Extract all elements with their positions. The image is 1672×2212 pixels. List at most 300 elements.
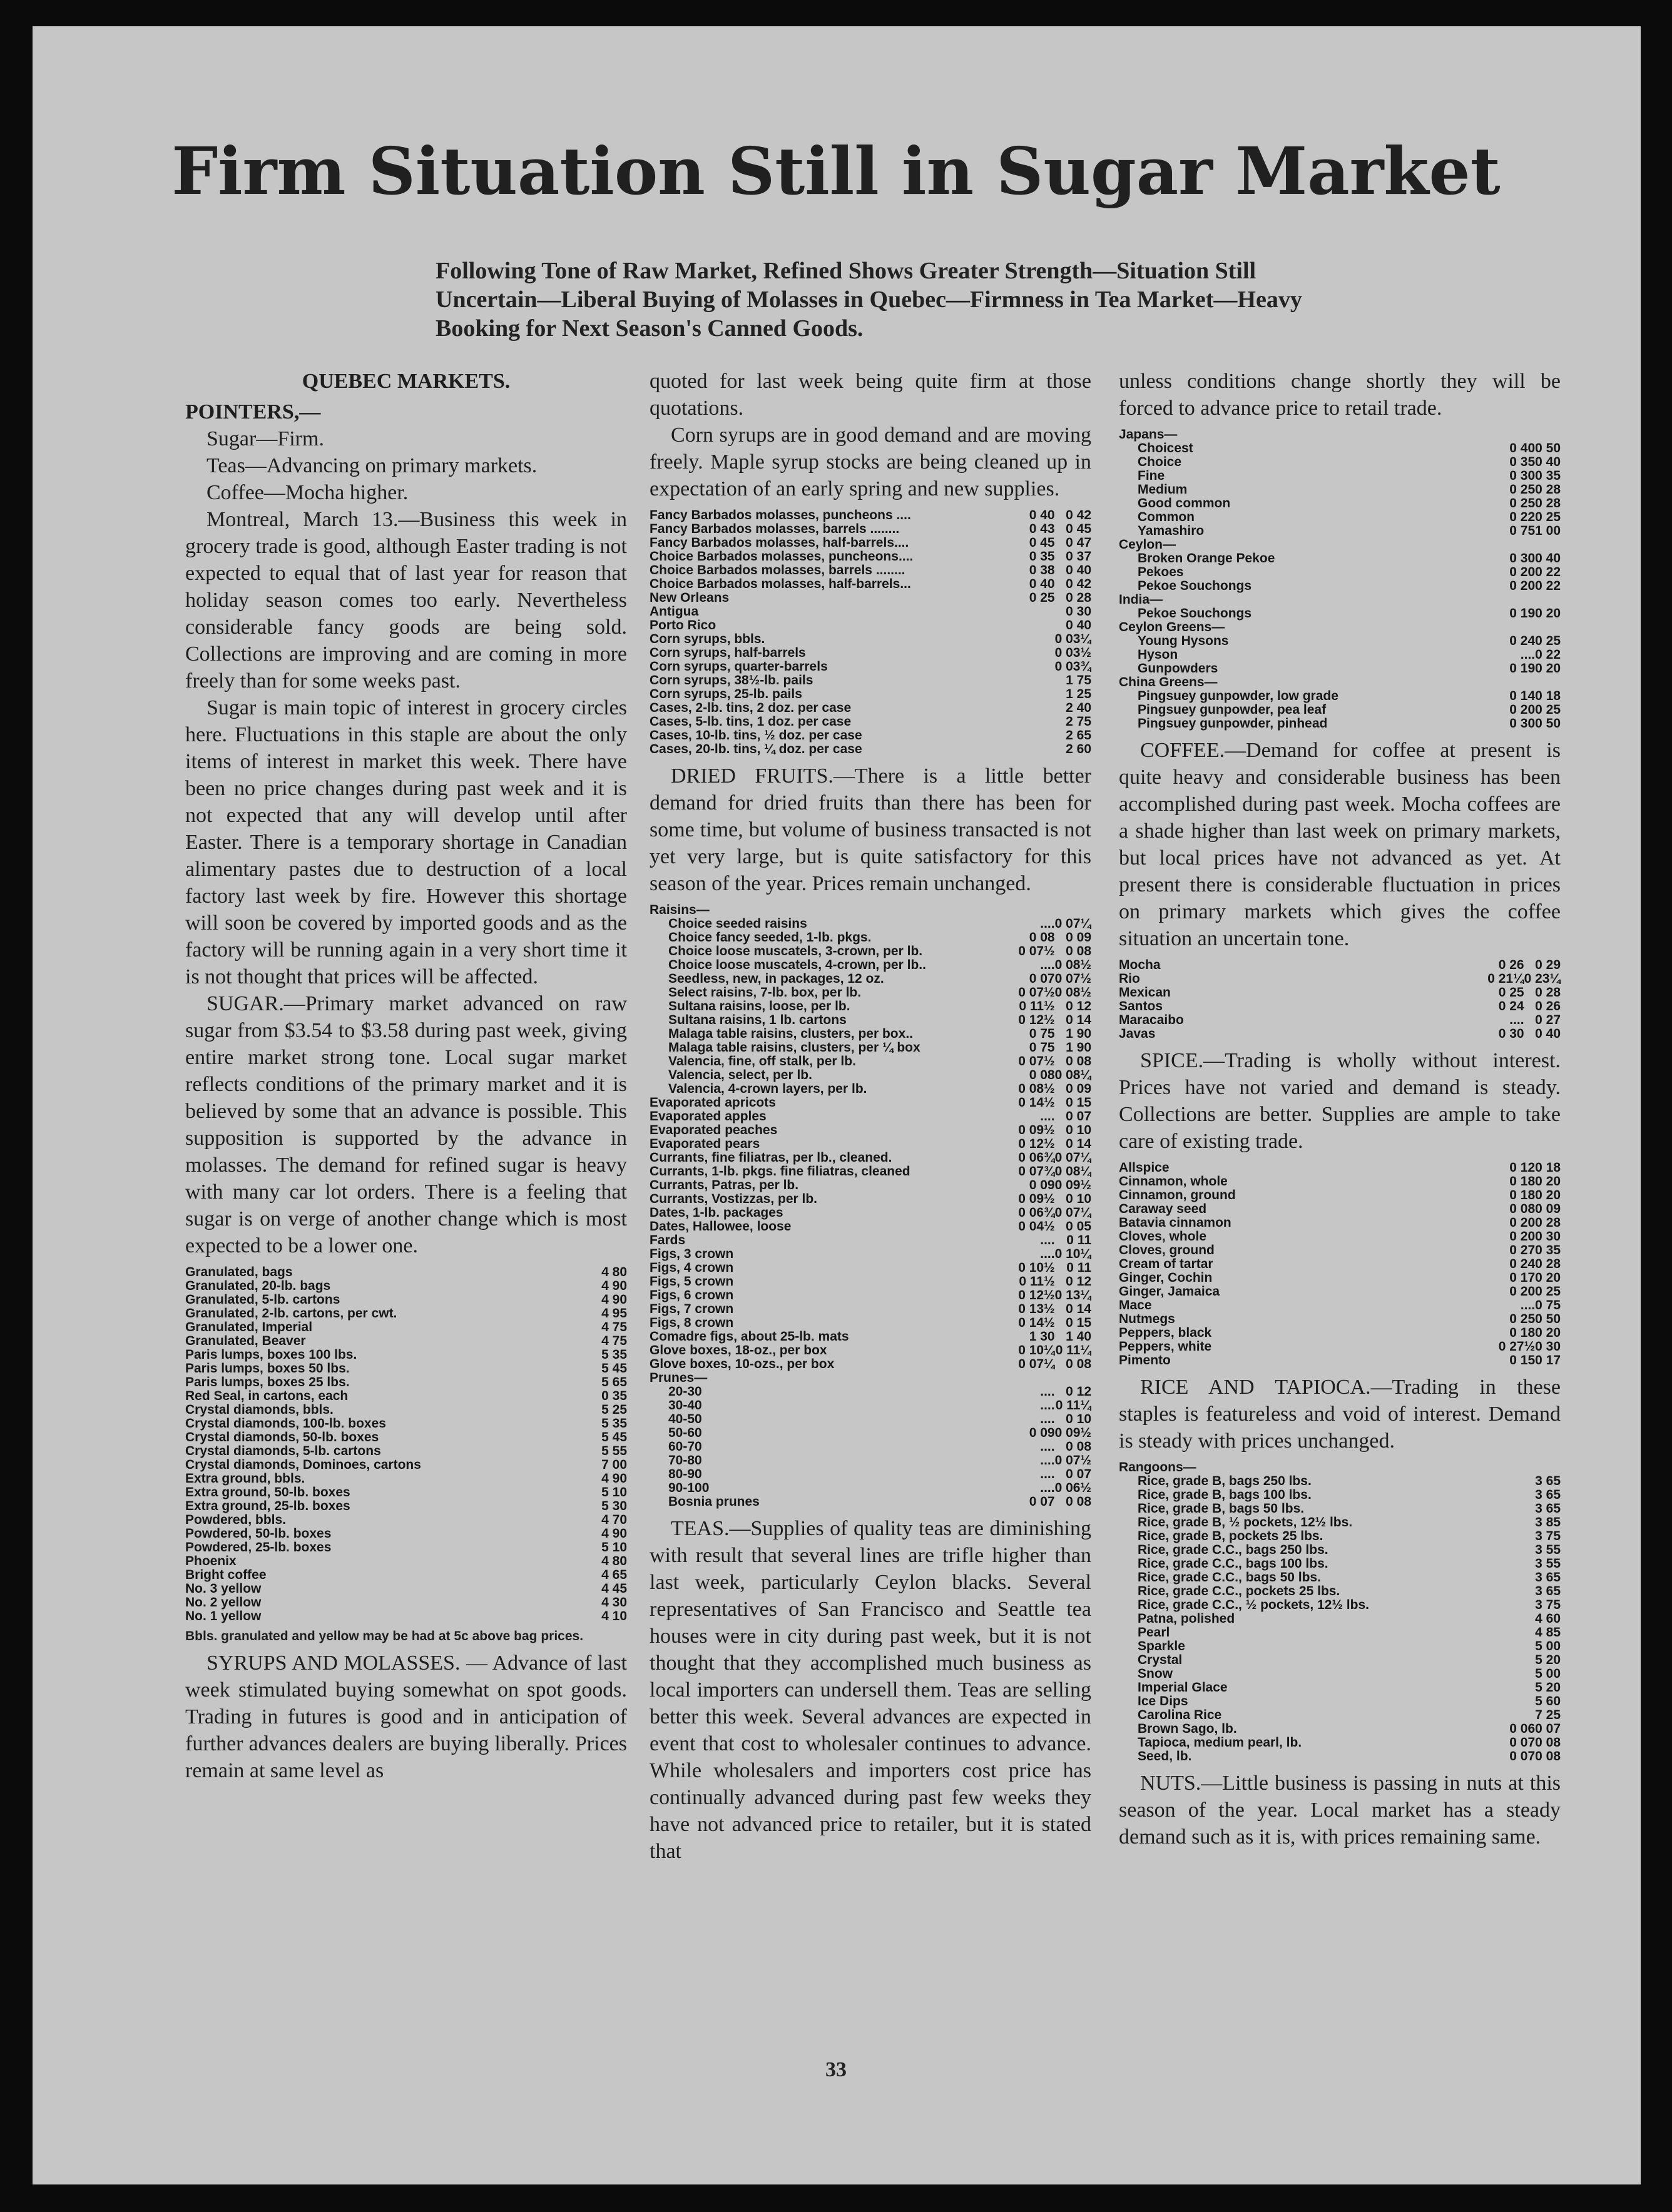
item-name: Corn syrups, quarter-barrels bbox=[650, 660, 828, 674]
price-high: 1 40 bbox=[1066, 1330, 1091, 1344]
price-high bbox=[1535, 621, 1561, 634]
price-high: 2 40 bbox=[1066, 701, 1091, 715]
price-low: 0 20 bbox=[1509, 1230, 1536, 1244]
price-high: 3 75 bbox=[1535, 1598, 1561, 1612]
price-high: 5 55 bbox=[601, 1444, 627, 1458]
price-row bbox=[1119, 1299, 1561, 1312]
price-high: 0 09 bbox=[1066, 1082, 1091, 1096]
price-row bbox=[185, 1472, 627, 1486]
item-name: Extra ground, 25-lb. boxes bbox=[185, 1499, 350, 1513]
price-low: 0 10¼ bbox=[1018, 1344, 1055, 1357]
price-high: 0 20 bbox=[1535, 1175, 1561, 1189]
price-row bbox=[650, 1302, 1091, 1316]
price-low bbox=[1509, 1708, 1535, 1722]
price-row bbox=[650, 945, 1091, 958]
price-row bbox=[650, 591, 1091, 605]
price-row bbox=[1119, 648, 1561, 662]
price-row bbox=[1119, 497, 1561, 510]
price-row bbox=[185, 1458, 627, 1472]
price-high: 0 08½ bbox=[1054, 986, 1091, 1000]
price-row bbox=[1119, 1667, 1561, 1681]
price-low bbox=[1509, 1640, 1535, 1653]
item-name: Rice, grade B, bags 100 lbs. bbox=[1138, 1488, 1312, 1502]
price-low bbox=[1509, 538, 1535, 552]
item-name: Powdered, 25-lb. boxes bbox=[185, 1541, 332, 1555]
price-low: 0 18 bbox=[1509, 1189, 1536, 1202]
price-low: 0 06¾ bbox=[1018, 1151, 1055, 1165]
price-row bbox=[185, 1334, 627, 1348]
price-high: 0 07¼ bbox=[1054, 1206, 1091, 1220]
price-low: .... bbox=[1520, 1299, 1536, 1312]
price-high: 0 07¼ bbox=[1054, 1151, 1091, 1165]
price-row bbox=[1119, 538, 1561, 552]
price-low bbox=[1509, 1695, 1535, 1708]
item-name: Tapioca, medium pearl, lb. bbox=[1138, 1736, 1302, 1750]
price-high: 0 30 bbox=[1066, 605, 1091, 619]
price-high: 4 60 bbox=[1535, 1612, 1561, 1626]
price-row bbox=[650, 1468, 1091, 1481]
price-low: 0 25 bbox=[1509, 497, 1536, 510]
price-low: 0 24 bbox=[1498, 1000, 1524, 1013]
item-name: Pingsuey gunpowder, pinhead bbox=[1138, 717, 1328, 731]
price-high: 0 18 bbox=[1535, 689, 1561, 703]
price-low bbox=[1029, 729, 1055, 743]
price-high: 4 80 bbox=[601, 1266, 627, 1279]
item-name: Broken Orange Pekoe bbox=[1138, 552, 1275, 566]
price-high: 0 47 bbox=[1066, 536, 1091, 550]
price-row bbox=[1119, 1736, 1561, 1750]
price-row bbox=[1119, 483, 1561, 497]
price-row bbox=[1119, 621, 1561, 634]
price-low: 0 13½ bbox=[1018, 1302, 1055, 1316]
price-high: 0 50 bbox=[1535, 1312, 1561, 1326]
item-name: Pearl bbox=[1138, 1626, 1170, 1640]
price-row bbox=[1119, 1488, 1561, 1502]
price-high: 4 90 bbox=[601, 1527, 627, 1541]
price-high: 0 12 bbox=[1066, 1275, 1091, 1289]
price-high: 0 35 bbox=[601, 1389, 627, 1403]
price-low: 0 09½ bbox=[1018, 1124, 1055, 1137]
price-row bbox=[1119, 1612, 1561, 1626]
price-row bbox=[650, 715, 1091, 729]
price-row bbox=[650, 1179, 1091, 1192]
price-row bbox=[650, 1013, 1091, 1027]
price-row bbox=[650, 1082, 1091, 1096]
price-low: 0 18 bbox=[1509, 1326, 1536, 1340]
price-row bbox=[185, 1541, 627, 1555]
price-high: 0 40 bbox=[1066, 619, 1091, 632]
price-low: 0 09 bbox=[1029, 1179, 1055, 1192]
price-high: 4 90 bbox=[601, 1293, 627, 1307]
item-name: Evaporated peaches bbox=[650, 1124, 778, 1137]
price-high: 1 90 bbox=[1066, 1027, 1091, 1041]
item-name: Crystal diamonds, 5-lb. cartons bbox=[185, 1444, 381, 1458]
price-high bbox=[1535, 538, 1561, 552]
price-low: 0 35 bbox=[1029, 550, 1055, 564]
price-high: 4 65 bbox=[601, 1568, 627, 1582]
price-low: 0 20 bbox=[1509, 566, 1536, 579]
price-row bbox=[650, 1068, 1091, 1082]
price-row bbox=[650, 660, 1091, 674]
price-high: 0 18 bbox=[1535, 1161, 1561, 1175]
item-name: Currants, Patras, per lb. bbox=[650, 1179, 799, 1192]
price-low: .... bbox=[1040, 1468, 1055, 1481]
price-row bbox=[185, 1376, 627, 1389]
item-name: Imperial Glace bbox=[1138, 1681, 1228, 1695]
price-high: 0 07¼ bbox=[1054, 917, 1091, 931]
item-name: Peppers, black bbox=[1119, 1326, 1212, 1340]
price-high: 0 42 bbox=[1066, 577, 1091, 591]
item-name: Granulated, 5-lb. cartons bbox=[185, 1293, 340, 1307]
price-high: 5 30 bbox=[601, 1499, 627, 1513]
price-row bbox=[1119, 676, 1561, 689]
price-row bbox=[650, 729, 1091, 743]
price-high: 1 00 bbox=[1535, 524, 1561, 538]
price-row bbox=[650, 701, 1091, 715]
price-low: 0 25 bbox=[1509, 1312, 1536, 1326]
price-high: 4 75 bbox=[601, 1321, 627, 1334]
price-row bbox=[1119, 579, 1561, 593]
price-high: 0 10¼ bbox=[1054, 1247, 1091, 1261]
price-row bbox=[1119, 1530, 1561, 1543]
price-row bbox=[1119, 552, 1561, 566]
price-low bbox=[1509, 1598, 1535, 1612]
price-row bbox=[650, 1261, 1091, 1275]
item-name: Ice Dips bbox=[1138, 1695, 1188, 1708]
tea-price-table bbox=[1119, 428, 1561, 731]
price-high: 0 45 bbox=[1066, 522, 1091, 536]
price-low: 0 25 bbox=[1509, 483, 1536, 497]
price-high: 0 07½ bbox=[1054, 972, 1091, 986]
price-low: 0 18 bbox=[1509, 1175, 1536, 1189]
price-low: .... bbox=[1040, 917, 1055, 931]
price-high: 4 80 bbox=[601, 1555, 627, 1568]
price-low: .... bbox=[1520, 648, 1536, 662]
price-high: 0 75 bbox=[1535, 1299, 1561, 1312]
price-high: 0 30 bbox=[1535, 1340, 1561, 1354]
item-name: Malaga table raisins, clusters, per ¼ box bbox=[668, 1041, 920, 1055]
price-row bbox=[1119, 1013, 1561, 1027]
price-row bbox=[650, 646, 1091, 660]
price-low: .... bbox=[1040, 1399, 1055, 1413]
price-high: 0 11 bbox=[1066, 1234, 1091, 1247]
price-row bbox=[650, 674, 1091, 687]
item-name: Batavia cinnamon bbox=[1119, 1216, 1231, 1230]
price-row bbox=[1119, 469, 1561, 483]
price-row bbox=[1119, 1257, 1561, 1271]
item-name: Pimento bbox=[1119, 1354, 1171, 1367]
price-high: 0 25 bbox=[1535, 703, 1561, 717]
item-name: 80-90 bbox=[668, 1468, 702, 1481]
price-row bbox=[1119, 986, 1561, 1000]
item-name: Good common bbox=[1138, 497, 1231, 510]
item-name: Cloves, ground bbox=[1119, 1244, 1215, 1257]
price-high: 0 14 bbox=[1066, 1137, 1091, 1151]
item-name: Hyson bbox=[1138, 648, 1178, 662]
pointer-item: Sugar—Firm. bbox=[206, 427, 324, 450]
price-row bbox=[185, 1499, 627, 1513]
price-high: 0 26 bbox=[1535, 1000, 1561, 1013]
price-high: 4 90 bbox=[601, 1472, 627, 1486]
price-row bbox=[185, 1279, 627, 1293]
price-high: 7 00 bbox=[601, 1458, 627, 1472]
item-name: No. 1 yellow bbox=[185, 1610, 262, 1623]
item-name: Evaporated apricots bbox=[650, 1096, 776, 1110]
price-low: 0 45 bbox=[1029, 536, 1055, 550]
price-high: 0 03¼ bbox=[1054, 632, 1091, 646]
price-high: 0 03½ bbox=[1054, 646, 1091, 660]
price-high: 0 07½ bbox=[1054, 1454, 1091, 1468]
price-low bbox=[1029, 715, 1055, 729]
price-low bbox=[1509, 1681, 1535, 1695]
price-row bbox=[1119, 1708, 1561, 1722]
item-name: Antigua bbox=[650, 605, 699, 619]
item-name: Pingsuey gunpowder, low grade bbox=[1138, 689, 1338, 703]
price-row bbox=[1119, 593, 1561, 607]
item-name: Nutmegs bbox=[1119, 1312, 1175, 1326]
price-row bbox=[185, 1486, 627, 1499]
price-low: 0 43 bbox=[1029, 522, 1055, 536]
price-high: 0 28 bbox=[1535, 1257, 1561, 1271]
price-high: 0 08 bbox=[1066, 1055, 1091, 1068]
price-low bbox=[1029, 619, 1055, 632]
evaporated-rows bbox=[650, 1096, 1091, 1371]
price-row bbox=[650, 1440, 1091, 1454]
item-name: Choice seeded raisins bbox=[668, 917, 807, 931]
price-row bbox=[1119, 1202, 1561, 1216]
item-name: Choice Barbados molasses, half-barrels... bbox=[650, 577, 911, 591]
item-name: Currants, Vostizzas, per lb. bbox=[650, 1192, 818, 1206]
item-name: Granulated, 20-lb. bags bbox=[185, 1279, 331, 1293]
price-low: 0 20 bbox=[1509, 1216, 1536, 1230]
price-row bbox=[650, 577, 1091, 591]
price-row bbox=[650, 1275, 1091, 1289]
price-high: 4 10 bbox=[601, 1610, 627, 1623]
item-name: Figs, 8 crown bbox=[650, 1316, 734, 1330]
price-row bbox=[1119, 1571, 1561, 1585]
item-name: Sultana raisins, 1 lb. cartons bbox=[668, 1013, 847, 1027]
price-row bbox=[650, 917, 1091, 931]
price-row bbox=[1119, 1340, 1561, 1354]
price-low: 0 08½ bbox=[1018, 1082, 1055, 1096]
price-row bbox=[650, 972, 1091, 986]
item-name: Pingsuey gunpowder, pea leaf bbox=[1138, 703, 1327, 717]
price-high bbox=[1535, 593, 1561, 607]
price-high: 3 75 bbox=[1535, 1530, 1561, 1543]
price-row bbox=[185, 1444, 627, 1458]
price-row bbox=[650, 632, 1091, 646]
item-name: 90-100 bbox=[668, 1481, 710, 1495]
price-low: 0 17 bbox=[1509, 1271, 1536, 1285]
item-name: Japans— bbox=[1119, 428, 1178, 442]
price-row bbox=[185, 1596, 627, 1610]
price-row bbox=[1119, 1326, 1561, 1340]
price-low: .... bbox=[1040, 1110, 1055, 1124]
price-row bbox=[1119, 1557, 1561, 1571]
paragraph: NUTS.—Little business is passing in nuts at this season of the year. Local market has a steady demand such as it is, with prices remaining same. bbox=[1119, 1772, 1561, 1849]
item-name: Corn syrups, 38½-lb. pails bbox=[650, 674, 813, 687]
item-name: Dates, 1-lb. packages bbox=[650, 1206, 783, 1220]
item-name: Figs, 3 crown bbox=[650, 1247, 734, 1261]
price-low: 0 75 bbox=[1029, 1041, 1055, 1055]
price-high: 0 10 bbox=[1066, 1192, 1091, 1206]
price-low: 0 25 bbox=[1498, 986, 1524, 1000]
item-name: Corn syrups, half-barrels bbox=[650, 646, 806, 660]
price-low bbox=[1509, 1516, 1535, 1530]
price-row bbox=[650, 1399, 1091, 1413]
price-high: 0 15 bbox=[1066, 1096, 1091, 1110]
price-row bbox=[650, 1165, 1091, 1179]
price-high: 5 60 bbox=[1535, 1695, 1561, 1708]
item-name: Rangoons— bbox=[1119, 1461, 1196, 1474]
price-low bbox=[1509, 1612, 1535, 1626]
price-row bbox=[185, 1389, 627, 1403]
item-name: Santos bbox=[1119, 1000, 1163, 1013]
price-row bbox=[1119, 703, 1561, 717]
price-low bbox=[1029, 687, 1055, 701]
price-row bbox=[1119, 1244, 1561, 1257]
price-low: 0 21¼ bbox=[1487, 972, 1524, 986]
item-name: Red Seal, in cartons, each bbox=[185, 1389, 349, 1403]
column-1 bbox=[185, 368, 627, 1784]
item-name: Malaga table raisins, clusters, per box.. bbox=[668, 1027, 913, 1041]
pointers-label: POINTERS,— bbox=[185, 400, 321, 424]
paragraph: COFFEE.—Demand for coffee at present is quite heavy and considerable business has been accomplished during past week. Mocha coffees are a shade higher than last week on primary markets, but local prices have not advanced as yet. At present there is considerable fluctuation in prices on primary markets which gives the coffee situation an uncertain tone. bbox=[1119, 739, 1561, 950]
price-row bbox=[650, 509, 1091, 522]
price-row bbox=[650, 1481, 1091, 1495]
prunes-heading-row bbox=[650, 1371, 1091, 1385]
price-row bbox=[650, 1137, 1091, 1151]
price-low: 0 07 bbox=[1509, 1750, 1536, 1763]
price-high: 5 25 bbox=[601, 1403, 627, 1417]
price-high: 4 95 bbox=[601, 1307, 627, 1321]
item-name: No. 2 yellow bbox=[185, 1596, 262, 1610]
price-low: .... bbox=[1040, 1481, 1055, 1495]
price-high: 3 65 bbox=[1535, 1502, 1561, 1516]
item-name: China Greens— bbox=[1119, 676, 1218, 689]
price-row bbox=[1119, 1543, 1561, 1557]
price-high: 0 11¼ bbox=[1055, 1344, 1091, 1357]
paragraph: SUGAR.—Primary market advanced on raw sugar from $3.54 to $3.58 during past week, giving entire market strong tone. Local sugar market reflects conditions of the primary market and it is believed by some that an advance is possible. This supposition is supported by the advance in molasses. The demand for refined sugar is heavy with many car lot orders. There is a feeling that sugar is on verge of another change which is most expected to be a lower one. bbox=[185, 992, 627, 1257]
paragraph: DRIED FRUITS.—There is a little better demand for dried fruits than there has been for some time, but volume of business transacted is not yet very large, but is quite satisfactory for this season of the year. Prices remain unchanged. bbox=[650, 764, 1091, 895]
item-name: Common bbox=[1138, 510, 1195, 524]
price-low: 0 20 bbox=[1509, 703, 1536, 717]
price-high: 5 45 bbox=[601, 1431, 627, 1444]
page-number: 33 bbox=[825, 2058, 847, 2081]
item-name: Paris lumps, boxes 100 lbs. bbox=[185, 1348, 357, 1362]
item-name: Select raisins, 7-lb. box, per lb. bbox=[668, 986, 862, 1000]
price-high: 0 08 bbox=[1066, 945, 1091, 958]
item-name: Valencia, fine, off stalk, per lb. bbox=[668, 1055, 856, 1068]
item-name: Fards bbox=[650, 1234, 686, 1247]
price-row bbox=[1119, 1189, 1561, 1202]
price-row bbox=[650, 1124, 1091, 1137]
item-name: Extra ground, bbls. bbox=[185, 1472, 305, 1486]
price-low bbox=[1509, 1461, 1535, 1474]
item-name: Young Hysons bbox=[1138, 634, 1229, 648]
item-name: Powdered, bbls. bbox=[185, 1513, 287, 1527]
molasses-price-table bbox=[650, 509, 1091, 756]
price-low: .... bbox=[1040, 1234, 1055, 1247]
item-name: Choice loose muscatels, 3-crown, per lb. bbox=[668, 945, 923, 958]
item-name: Bright coffee bbox=[185, 1568, 267, 1582]
price-high: 0 25 bbox=[1535, 1285, 1561, 1299]
price-high: 0 11¼ bbox=[1055, 1399, 1091, 1413]
price-row bbox=[1119, 566, 1561, 579]
item-name: Peppers, white bbox=[1119, 1340, 1212, 1354]
price-low: 0 40 bbox=[1509, 442, 1536, 455]
column-3 bbox=[1119, 368, 1561, 1850]
item-name: Ceylon— bbox=[1119, 538, 1176, 552]
price-row bbox=[650, 1110, 1091, 1124]
price-high: 0 13¼ bbox=[1054, 1289, 1091, 1302]
price-low bbox=[1029, 646, 1055, 660]
price-row bbox=[650, 550, 1091, 564]
item-name: New Orleans bbox=[650, 591, 730, 605]
item-name: Paris lumps, boxes 50 lbs. bbox=[185, 1362, 350, 1376]
item-name: Glove boxes, 10-ozs., per box bbox=[650, 1357, 835, 1371]
price-low: 0 14½ bbox=[1018, 1316, 1055, 1330]
price-high: 0 10 bbox=[1066, 1413, 1091, 1426]
price-low: 0 35 bbox=[1509, 455, 1536, 469]
price-high: 0 10 bbox=[1066, 1124, 1091, 1137]
price-low: 0 24 bbox=[1509, 1257, 1536, 1271]
price-low: 0 30 bbox=[1498, 1027, 1524, 1041]
item-name: Allspice bbox=[1119, 1161, 1170, 1175]
price-high: 0 07 bbox=[1535, 1722, 1561, 1736]
price-low bbox=[1029, 674, 1055, 687]
price-row bbox=[650, 1151, 1091, 1165]
item-name: Yamashiro bbox=[1138, 524, 1205, 538]
item-name: 30-40 bbox=[668, 1399, 702, 1413]
price-row bbox=[650, 1495, 1091, 1509]
price-row bbox=[650, 1206, 1091, 1220]
price-low: 0 24 bbox=[1509, 634, 1536, 648]
price-high: 0 20 bbox=[1535, 1189, 1561, 1202]
price-low: 0 04½ bbox=[1018, 1220, 1055, 1234]
item-name: Snow bbox=[1138, 1667, 1173, 1681]
price-row bbox=[185, 1266, 627, 1279]
item-name: Pekoe Souchongs bbox=[1138, 607, 1252, 621]
price-high: 0 40 bbox=[1535, 1027, 1561, 1041]
price-row bbox=[1119, 1750, 1561, 1763]
item-name: Granulated, Imperial bbox=[185, 1321, 313, 1334]
price-low: 1 30 bbox=[1029, 1330, 1055, 1344]
price-low: 0 07 bbox=[1509, 1736, 1536, 1750]
item-name: Figs, 7 crown bbox=[650, 1302, 734, 1316]
price-high: 0 40 bbox=[1535, 552, 1561, 566]
item-name: Cases, 10-lb. tins, ½ doz. per case bbox=[650, 729, 862, 743]
price-low: 0 22 bbox=[1509, 510, 1536, 524]
item-name: Ginger, Cochin bbox=[1119, 1271, 1213, 1285]
headline: Firm Situation Still in Sugar Market bbox=[171, 133, 1501, 210]
item-name: Mace bbox=[1119, 1299, 1152, 1312]
item-name: Figs, 4 crown bbox=[650, 1261, 734, 1275]
price-low: 0 25 bbox=[1029, 591, 1055, 605]
item-name: Valencia, select, per lb. bbox=[668, 1068, 812, 1082]
item-name: Fancy Barbados molasses, puncheons .... bbox=[650, 509, 911, 522]
price-high: 0 35 bbox=[1535, 1244, 1561, 1257]
price-high: 0 09 bbox=[1535, 1202, 1561, 1216]
item-name: Pekoe Souchongs bbox=[1138, 579, 1252, 593]
price-high: 4 70 bbox=[601, 1513, 627, 1527]
price-row bbox=[1119, 1285, 1561, 1299]
price-row bbox=[1119, 1271, 1561, 1285]
price-high: 0 07 bbox=[1066, 1468, 1091, 1481]
item-name: Crystal diamonds, 50-lb. boxes bbox=[185, 1431, 379, 1444]
price-row bbox=[185, 1321, 627, 1334]
price-high: 2 60 bbox=[1066, 743, 1091, 756]
